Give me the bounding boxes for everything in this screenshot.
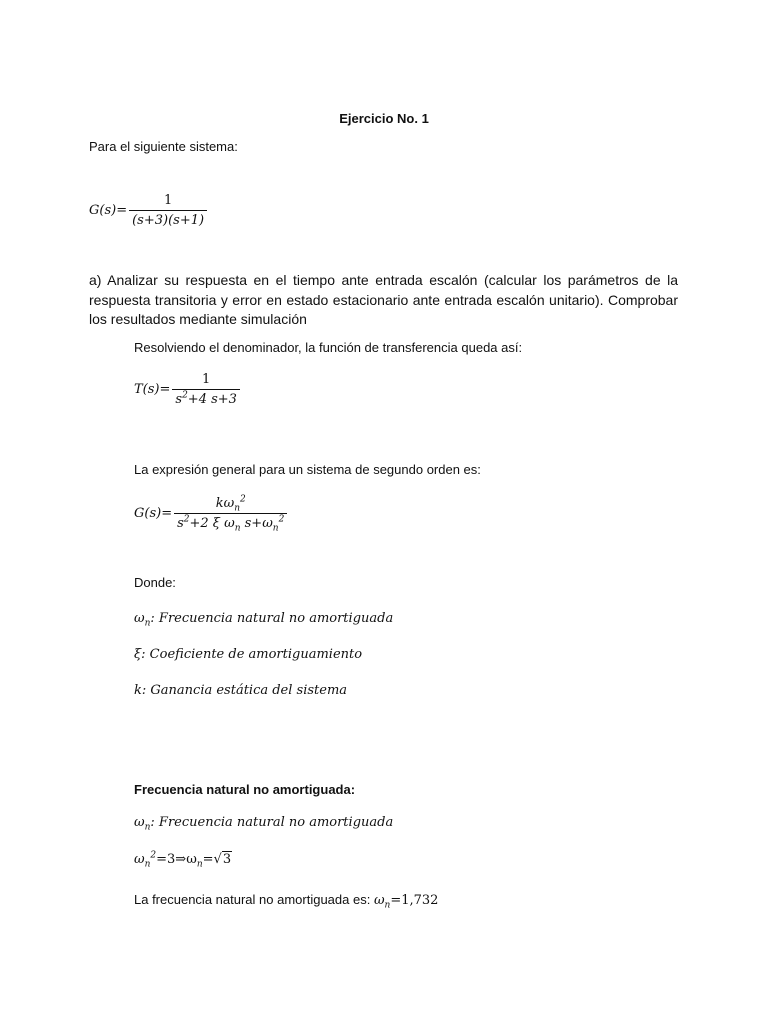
equation-T-den-rest: +4 s+3 xyxy=(187,392,237,407)
section-heading: Frecuencia natural no amortiguada: xyxy=(134,782,356,797)
section-definition-sub: n xyxy=(144,822,151,833)
definition-xi-text: : Coeficiente de amortiguamiento xyxy=(141,647,363,662)
result-line xyxy=(134,891,438,909)
equation-general-lhs: G(s)= xyxy=(134,506,173,521)
den-end-sub: n xyxy=(272,523,279,534)
den-s-exp: 2 xyxy=(183,514,190,525)
definition-xi-symbol: ξ xyxy=(134,647,142,662)
equation-wn xyxy=(134,850,232,870)
definition-wn-text: : Frecuencia natural no amortiguada xyxy=(150,611,394,626)
equation-G xyxy=(89,193,209,228)
definition-k-symbol: k xyxy=(134,683,142,698)
section-definition-text: : Frecuencia natural no amortiguada xyxy=(150,815,394,830)
equation-G-lhs: G(s)= xyxy=(89,203,128,218)
den-s: s xyxy=(177,516,184,531)
section-definition-symbol: ω xyxy=(134,815,145,830)
equation-T-numerator: 1 xyxy=(202,372,211,387)
num-sup: 2 xyxy=(239,494,246,505)
result-sub: n xyxy=(384,900,391,911)
equation-G-denominator: (s+3)(s+1) xyxy=(129,210,207,228)
den-mid-sub: n xyxy=(234,523,241,534)
definition-k xyxy=(134,683,347,698)
definition-k-text: : Ganancia estática del sistema xyxy=(141,683,348,698)
den-mid2: s+ω xyxy=(240,516,273,531)
result-text: La frecuencia natural no amortiguada es: xyxy=(134,892,374,907)
equation-wn-mid: =3⇒ω xyxy=(156,852,197,867)
num-sub: n xyxy=(234,503,240,514)
definition-wn-symbol: ω xyxy=(134,611,145,626)
definition-wn xyxy=(134,611,394,629)
equation-T xyxy=(134,372,242,407)
equation-wn-sqrt xyxy=(214,852,233,867)
equation-G-numerator: 1 xyxy=(163,193,173,208)
equation-T-lhs: T(s)= xyxy=(134,382,171,397)
equation-general-denominator xyxy=(174,513,287,534)
den-end-sup: 2 xyxy=(278,514,285,525)
equation-T-den-exponent: 2 xyxy=(182,390,188,401)
definition-wn-sub: n xyxy=(144,618,151,629)
sqrt-icon: √ xyxy=(213,852,222,867)
page-title: Ejercicio No. 1 xyxy=(339,111,429,126)
intro-text: Para el siguiente sistema: xyxy=(89,139,238,154)
equation-general-fraction xyxy=(174,494,287,534)
result-value: =1,732 xyxy=(390,893,439,908)
denominator-text: Resolviendo el denominador, la función de transferencia queda así: xyxy=(134,340,523,355)
equation-T-den-s: s xyxy=(175,392,183,407)
equation-wn-sub2: n xyxy=(196,859,203,870)
donde-label: Donde: xyxy=(134,575,176,590)
equation-wn-radicand: 3 xyxy=(222,852,232,867)
equation-G-fraction xyxy=(129,193,207,228)
equation-T-fraction xyxy=(172,372,240,407)
result-omega: ω xyxy=(373,893,385,908)
num-k-omega: kω xyxy=(215,496,235,511)
part-a-text: a) Analizar su respuesta en el tiempo ante entrada escalón (calcular los parámetros de la respuesta transitoria y error en estado estacionario ante entrada escalón unitario). Comprobar los resultados mediante simulación xyxy=(89,272,678,327)
equation-general xyxy=(134,494,289,534)
result-math xyxy=(373,893,439,911)
equation-general-numerator xyxy=(174,496,287,513)
equation-T-denominator xyxy=(172,389,240,407)
equation-wn-sup: 2 xyxy=(150,850,157,861)
den-mid: +2 ξ ω xyxy=(189,516,235,531)
equation-wn-sub: n xyxy=(144,859,151,870)
section-definition xyxy=(134,815,394,833)
general-text: La expresión general para un sistema de segundo orden es: xyxy=(134,462,481,477)
equation-wn-omega: ω xyxy=(134,852,145,867)
equation-wn-equals: = xyxy=(202,852,214,867)
definition-xi xyxy=(134,647,362,662)
